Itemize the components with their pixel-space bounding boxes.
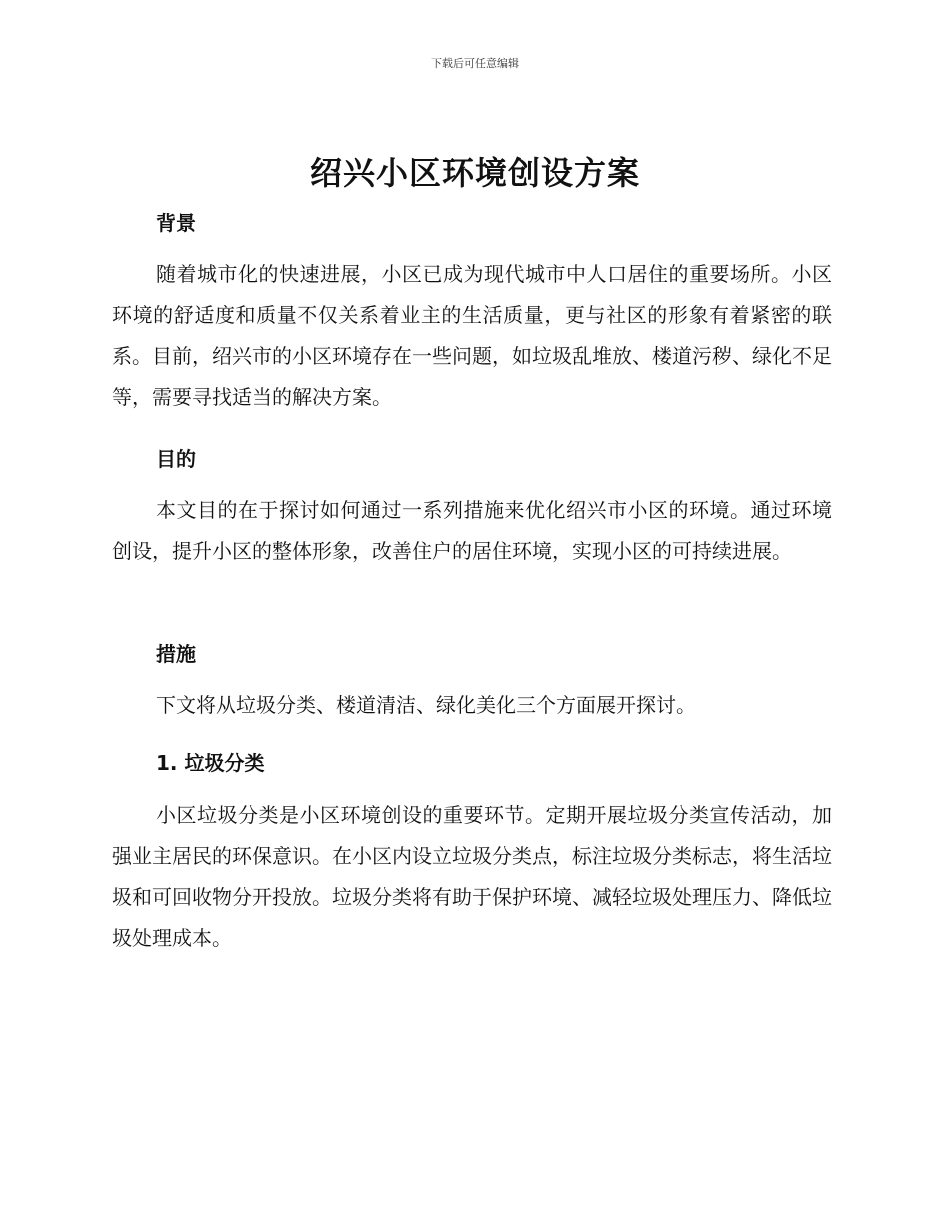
section-heading-measures: 措施 xyxy=(156,642,196,666)
section-paragraph-garbage-sorting: 小区垃圾分类是小区环境创设的重要环节。定期开展垃圾分类宣传活动，加强业主居民的环保意识。在小区内设立垃圾分类点，标注垃圾分类标志，将生活垃圾和可回收物分开投放。垃圾分类将有助于保护环境、减轻垃圾处理压力、降低垃圾处理成本。 xyxy=(112,803,832,950)
section-paragraph-purpose: 本文目的在于探讨如何通过一系列措施来优化绍兴市小区的环境。通过环境创设，提升小区的整体形象，改善住户的居住环境，实现小区的可持续进展。 xyxy=(112,498,832,563)
section-heading-garbage-sorting: 1. 垃圾分类 xyxy=(156,751,265,775)
section-paragraph-measures: 下文将从垃圾分类、楼道清洁、绿化美化三个方面展开探讨。 xyxy=(156,693,696,717)
page-header-note: 下载后可任意编辑 xyxy=(431,57,519,70)
section-heading-background: 背景 xyxy=(156,211,196,235)
section-heading-purpose: 目的 xyxy=(156,447,196,471)
section-paragraph-background: 随着城市化的快速进展，小区已成为现代城市中人口居住的重要场所。小区环境的舒适度和质量不仅关系着业主的生活质量，更与社区的形象有着紧密的联系。目前，绍兴市的小区环境存在一些问题，如垃圾乱堆放、楼道污秽、绿化不足等，需要寻找适当的解决方案。 xyxy=(112,262,832,409)
document-title: 绍兴小区环境创设方案 xyxy=(309,154,640,192)
